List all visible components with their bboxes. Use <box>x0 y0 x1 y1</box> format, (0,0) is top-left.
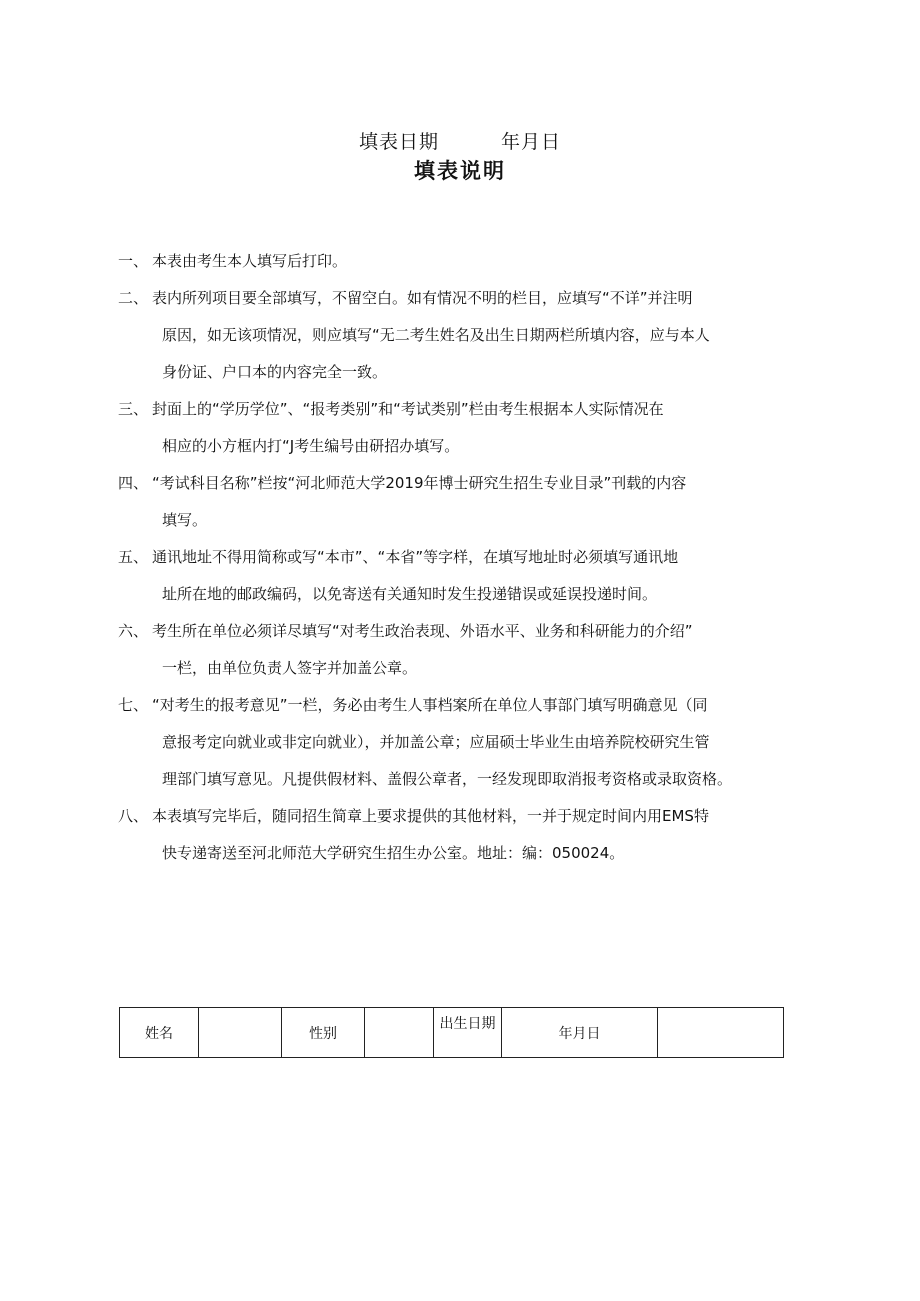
item-number: 四、 <box>118 474 149 492</box>
list-item <box>118 687 790 798</box>
item-text: “考试科目名称”栏按“河北师范大学2019年博士研究生招生专业目录”刊载的内容 <box>152 474 687 492</box>
birth-label-cell: 出生日期 <box>434 1008 502 1058</box>
item-number: 二、 <box>118 289 149 307</box>
table-row <box>120 1008 784 1058</box>
gender-value-cell[interactable] <box>365 1008 434 1058</box>
item-text: 址所在地的邮政编码，以免寄送有关通知时发生投递错误或延误投递时间。 <box>162 585 658 603</box>
item-text: “对考生的报考意见”一栏，务必由考生人事档案所在单位人事部门填写明确意见（同 <box>152 696 708 714</box>
gender-label-cell: 性别 <box>282 1008 365 1058</box>
item-number: 八、 <box>118 807 149 825</box>
item-text: 填写。 <box>162 511 208 529</box>
name-value-cell[interactable] <box>199 1008 282 1058</box>
item-text: 本表由考生本人填写后打印。 <box>152 252 348 270</box>
list-item <box>118 613 790 687</box>
extra-value-cell[interactable] <box>658 1008 784 1058</box>
item-text: 封面上的“学历学位”、“报考类别”和“考试类别”栏由考生根据本人实际情况在 <box>152 400 664 418</box>
item-text: 意报考定向就业或非定向就业），并加盖公章；应届硕士毕业生由培养院校研究生管 <box>162 733 710 751</box>
fill-date-units: 年月日 <box>501 131 562 153</box>
item-text: 相应的小方框内打“J考生编号由研招办填写。 <box>162 437 460 455</box>
list-item <box>118 539 790 613</box>
instructions-list <box>118 243 790 872</box>
item-text: 考生所在单位必须详尽填写“对考生政治表现、外语水平、业务和科研能力的介绍” <box>152 622 693 640</box>
name-label-cell: 姓名 <box>120 1008 199 1058</box>
list-item <box>118 243 790 280</box>
list-item <box>118 798 790 872</box>
item-text: 理部门填写意见。凡提供假材料、盖假公章者，一经发现即取消报考资格或录取资格。 <box>162 770 733 788</box>
item-text: 一栏，由单位负责人签字并加盖公章。 <box>162 659 418 677</box>
page-title: 填表说明 <box>414 159 506 183</box>
item-number: 五、 <box>118 548 149 566</box>
applicant-info-table <box>119 1007 784 1058</box>
fill-date-label: 填表日期 <box>358 131 439 153</box>
item-number: 七、 <box>118 696 149 714</box>
item-text: 本表填写完毕后，随同招生简章上要求提供的其他材料，一并于规定时间内用EMS特 <box>152 807 709 825</box>
fill-date-line <box>0 127 920 154</box>
item-number: 六、 <box>118 622 149 640</box>
birth-date-cell[interactable]: 年月日 <box>502 1008 658 1058</box>
list-item <box>118 465 790 539</box>
item-number: 一、 <box>118 252 149 270</box>
item-text: 通讯地址不得用简称或写“本市”、“本省”等字样，在填写地址时必须填写通讯地 <box>152 548 679 566</box>
item-text: 原因，如无该项情况，则应填写“无二考生姓名及出生日期两栏所填内容，应与本人 <box>162 326 710 344</box>
list-item <box>118 391 790 465</box>
item-text: 身份证、户口本的内容完全一致。 <box>162 363 388 381</box>
item-text: 表内所列项目要全部填写，不留空白。如有情况不明的栏目，应填写“不详”并注明 <box>152 289 693 307</box>
item-text: 快专递寄送至河北师范大学研究生招生办公室。地址：编：050024。 <box>162 844 625 862</box>
item-number: 三、 <box>118 400 149 418</box>
list-item <box>118 280 790 391</box>
